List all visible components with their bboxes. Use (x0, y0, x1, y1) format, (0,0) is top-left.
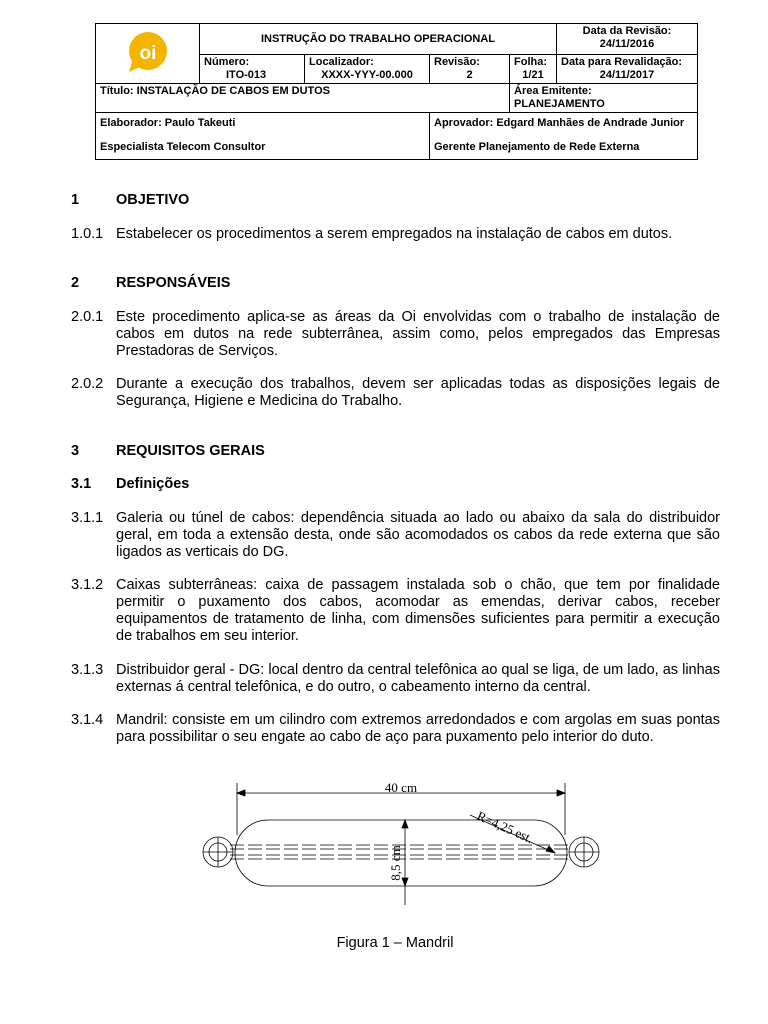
document-header (95, 23, 697, 160)
number-label: Número: (204, 56, 250, 68)
oi-logo (126, 30, 170, 74)
area-label: Área Emitente: (514, 85, 592, 97)
section-3-1-title: Definições (116, 476, 190, 492)
approver-role: Gerente Planejamento de Rede Externa (434, 141, 640, 153)
item-3-1-2-text: Caixas subterrâneas: caixa de passagem instalada sob o chão, que tem por finalidade permitir o puxamento dos cabos, acomodar as emendas, derivar cabos, receber equipamentos de tratamento de linha, com dimensões suficientes para permitir a execução de trabalhos em seu interior. (116, 577, 720, 644)
section-1-number: 1 (71, 192, 80, 208)
length-label: 40 cm (384, 780, 418, 795)
item-1-0-1-number: 1.0.1 (71, 226, 104, 242)
item-3-1-2-number: 3.1.2 (71, 577, 104, 593)
doc-title: Título: INSTALAÇÃO DE CABOS EM DUTOS (96, 84, 510, 113)
mandrel-figure (200, 775, 610, 905)
author: Elaborador: Paulo Takeuti (100, 117, 236, 129)
doc-type-title: INSTRUÇÃO DO TRABALHO OPERACIONAL (200, 24, 557, 55)
section-2-title: RESPONSÁVEIS (116, 275, 231, 291)
author-cell (96, 113, 430, 160)
number-value: ITO-013 (226, 69, 267, 81)
revision-date-value: 24/11/2016 (599, 38, 655, 50)
revalidation-value: 24/11/2017 (599, 69, 655, 81)
item-3-1-1-number: 3.1.1 (71, 510, 104, 526)
logo-cell (96, 24, 200, 84)
locator-cell (305, 55, 430, 84)
section-3-title: REQUISITOS GERAIS (116, 443, 265, 459)
revision-date-label: Data da Revisão: (582, 25, 672, 37)
approver: Aprovador: Edgard Manhães de Andrade Junior (434, 117, 685, 129)
revalidation-label: Data para Revalidação: (561, 56, 683, 68)
sheet-label: Folha: (514, 56, 547, 68)
sheet-value: 1/21 (522, 69, 544, 81)
section-3-1-number: 3.1 (71, 476, 92, 492)
revision-cell (430, 55, 510, 84)
logo-text: oi (139, 42, 156, 64)
sheet-cell (510, 55, 557, 84)
diameter-label: 8,5 cm (388, 845, 403, 881)
revision-label: Revisão: (434, 56, 480, 68)
approver-cell (430, 113, 698, 160)
item-3-1-3-text: Distribuidor geral - DG: local dentro da central telefônica ao qual se liga, de um lado, as linhas externas á central telefônica, e do outro, o cabeamento interno da central. (116, 662, 720, 695)
figure-caption: Figura 1 – Mandril (336, 935, 454, 951)
item-3-1-3-number: 3.1.3 (71, 662, 104, 678)
item-2-0-1-number: 2.0.1 (71, 309, 104, 325)
section-3-number: 3 (71, 443, 80, 459)
revalidation-cell (557, 55, 698, 84)
item-3-1-4-text: Mandril: consiste em um cilindro com extremos arredondados e com argolas em suas pontas para possibilitar o seu engate ao cabo de aço para puxamento pelo interior do duto. (116, 712, 720, 745)
area-value: PLANEJAMENTO (514, 98, 605, 110)
section-2-number: 2 (71, 275, 80, 291)
locator-label: Localizador: (309, 56, 374, 68)
locator-value: XXXX-YYY-00.000 (321, 69, 413, 81)
area-cell (510, 84, 698, 113)
item-3-1-4-number: 3.1.4 (71, 712, 104, 728)
item-2-0-2-number: 2.0.2 (71, 376, 104, 392)
section-1-title: OBJETIVO (116, 192, 190, 208)
item-2-0-2-text: Durante a execução dos trabalhos, devem ser aplicadas todas as disposições legais de Segurança, Higiene e Medicina do Trabalho. (116, 376, 720, 409)
author-role: Especialista Telecom Consultor (100, 141, 266, 153)
item-2-0-1-text: Este procedimento aplica-se as áreas da Oi envolvidas com o trabalho de instalação de cabos em dutos na rede subterrânea, assim como, pelos empregados das Empresas Prestadoras de Serviços. (116, 309, 720, 359)
item-3-1-1-text: Galeria ou túnel de cabos: dependência situada ao lado ou abaixo da sala do distribuidor geral, em toda a extensão desta, onde são acomodados os cabos da rede externa que são ligados as verticais do DG. (116, 510, 720, 560)
revision-value: 2 (466, 69, 473, 81)
item-1-0-1-text: Estabelecer os procedimentos a serem empregados na instalação de cabos em dutos. (116, 226, 673, 242)
number-cell (200, 55, 305, 84)
radius-label: R=4,25 est. (474, 808, 536, 847)
revision-date-cell (557, 24, 698, 55)
